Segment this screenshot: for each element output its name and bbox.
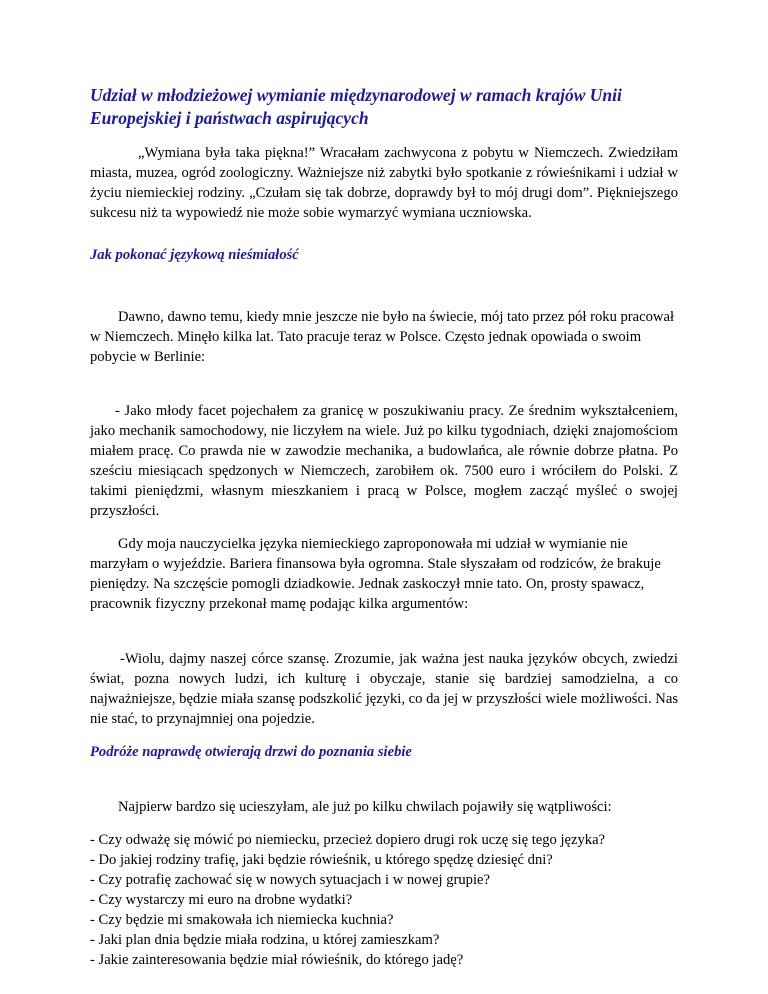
list-item: - Jakie zainteresowania będzie miał rówieśnik, do którego jadę? [90,952,464,968]
document-title: Udział w młodzieżowej wymianie międzynarodowej w ramach krajów Unii Europejskiej i państwach aspirujących [90,85,622,128]
document-body [90,84,678,970]
list-item: - Czy odważę się mówić po niemiecku, przecież dopiero drugi rok uczę się tego języka? [90,832,606,848]
paragraph-teacher-proposal: Gdy moja nauczycielka języka niemieckiego zaproponowała mi udział w wymianie nie marzyłam o wyjeździe. Bariera finansowa była ogromna. Stale słyszałam od rodziców, że brakuje pieniędzy. Na szczęście pomogli dziadkowie. Jednak zaskoczył mnie tato. On, prosty spawacz, pracownik fizyczny przekonał mamę podając kilka argumentów: [90,536,661,612]
paragraph-father-story: Dawno, dawno temu, kiedy mnie jeszcze nie było na świecie, mój tato przez pół roku pracował w Niemczech. Minęło kilka lat. Tato pracuje teraz w Polsce. Często jednak opowiada o swoim pobycie w Berlinie: [90,309,674,365]
section-heading-travel: Podróże naprawdę otwierają drzwi do poznania siebie [90,744,412,760]
list-item: - Jaki plan dnia będzie miała rodzina, u której zamieszkam? [90,932,440,948]
section-heading-language-shyness: Jak pokonać językową nieśmiałość [90,247,299,263]
list-item: - Czy potrafię zachować się w nowych sytuacjach i w nowej grupie? [90,872,490,888]
list-item: - Czy będzie mi smakowała ich niemiecka kuchnia? [90,912,394,928]
paragraph-father-quote: - Jako młody facet pojechałem za granicę w poszukiwaniu pracy. Ze średnim wykształceniem, jako mechanik samochodowy, nie liczyłem na wiele. Już po kilku tygodniach, dzięki znajomościom miałem pracę. Co prawda nie w zawodzie mechanika, a budowlańca, ale równie dobrze płatna. Po sześciu miesiącach spędzonych w Niemczech, zarobiłem ok. 7500 euro i wróciłem do Polski. Z takimi pieniędzmi, własnym mieszkaniem i pracą w Polsce, mogłem zacząć myśleć o swojej przyszłości. [90,403,678,519]
paragraph-father-argument: -Wiolu, dajmy naszej córce szansę. Zrozumie, jak ważna jest nauka języków obcych, zwiedzi świat, pozna nowych ludzi, ich kulturę i obyczaje, stanie się bardziej samodzielna, a co najważniejsze, będzie miała szansę podszkolić języki, co da jej w przyszłości wiele możliwości. Nas nie stać, to przynajmniej ona pojedzie. [90,651,678,727]
list-item: - Do jakiej rodziny trafię, jaki będzie rówieśnik, u którego spędzę dziesięć dni? [90,852,553,868]
list-item: - Czy wystarczy mi euro na drobne wydatki? [90,892,353,908]
intro-paragraph: „Wymiana była taka piękna!” Wracałam zachwycona z pobytu w Niemczech. Zwiedziłam miasta, muzea, ogród zoologiczny. Ważniejsze niż zabytki było spotkanie z rówieśnikami i udział w życiu niemieckiej rodziny. „Czułam się tak dobrze, doprawdy był to mój drugi dom”. Piękniejszego sukcesu niż ta wypowiedź nie może sobie wymarzyć wymiana uczniowska. [90,145,678,221]
doubts-list [90,830,678,970]
paragraph-doubts-intro: Najpierw bardzo się ucieszyłam, ale już po kilku chwilach pojawiły się wątpliwości: [118,799,612,815]
